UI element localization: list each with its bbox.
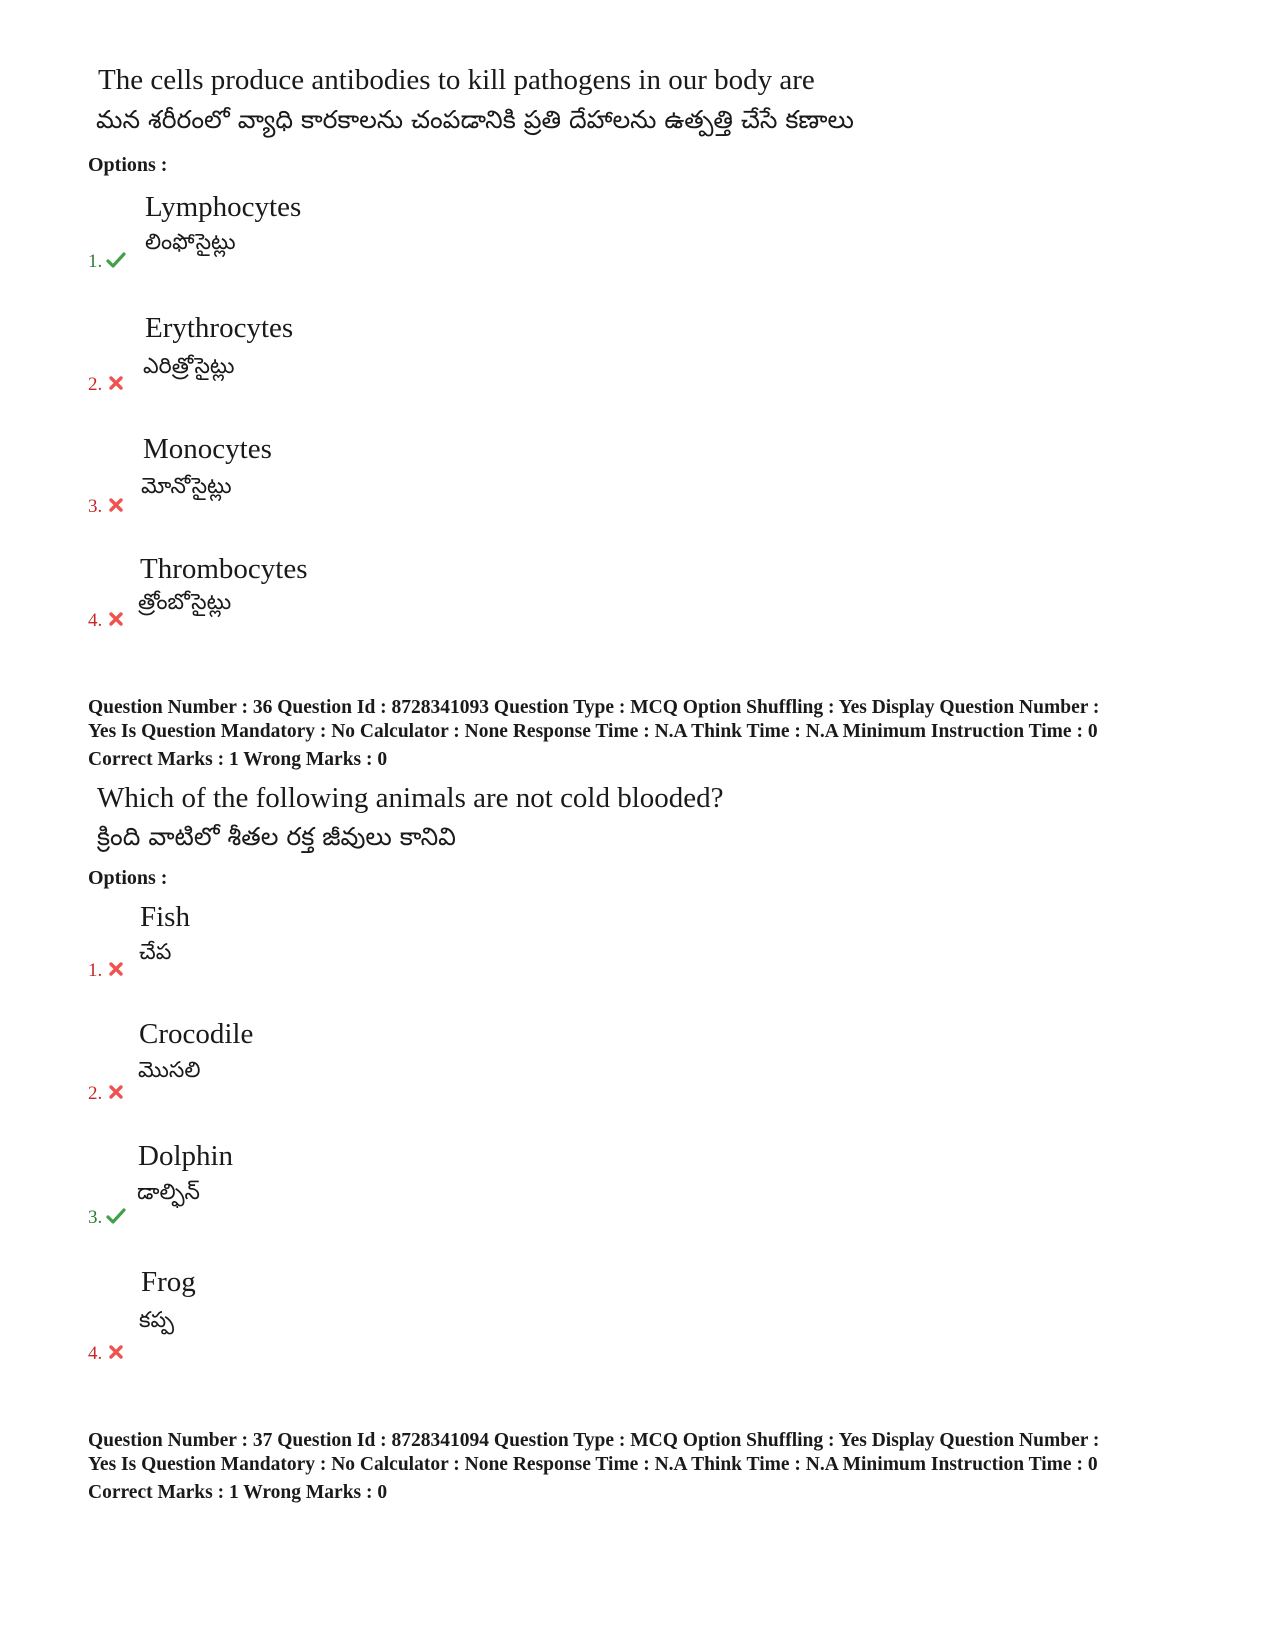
marks-line: Correct Marks : 1 Wrong Marks : 0 [88, 749, 388, 770]
option-4-text-te: కప్ప [139, 1308, 175, 1333]
option-number: 4. [88, 610, 103, 631]
option-1-text-te: లింఫోసైట్లు [145, 230, 236, 255]
option-1-text-en: Lymphocytes [145, 191, 302, 223]
option-number: 2. [88, 374, 103, 395]
marks-line: Correct Marks : 1 Wrong Marks : 0 [88, 1482, 388, 1503]
question-35-text-te: మన శరీరంలో వ్యాధి కారకాలను చంపడానికి ప్రతి దేహాలను ఉత్పత్తి చేసే కణాలు [96, 105, 854, 134]
option-4-text-te: త్రోంబోసైట్లు [138, 590, 232, 615]
option-number: 1. [88, 960, 103, 981]
option-3-text-te: డాల్ఫిన్ [137, 1180, 200, 1205]
option-number: 3. [88, 496, 103, 517]
meta-line: Question Number : 37 Question Id : 8728341094 Question Type : MCQ Option Shuffling : Yes Display Question Number : [88, 1430, 1100, 1451]
cross-icon [106, 497, 126, 513]
option-1-text-en: Fish [140, 901, 190, 933]
option-4-text-en: Thrombocytes [140, 553, 308, 585]
meta-line: Yes Is Question Mandatory : No Calculator : None Response Time : N.A Think Time : N.A Minimum Instruction Time : 0 [88, 1454, 1098, 1475]
question-36-text-en: Which of the following animals are not cold blooded? [97, 782, 724, 814]
option-1-marker [88, 251, 126, 273]
option-number: 1. [88, 251, 103, 272]
question-36-text-te: క్రింది వాటిలో శీతల రక్త జీవులు కానివి [97, 822, 456, 851]
option-4-marker [88, 1343, 126, 1365]
option-2-marker [88, 374, 126, 396]
option-2-text-te: మొసలి [138, 1058, 201, 1083]
question-37-meta [88, 1429, 1198, 1505]
cross-icon [106, 375, 126, 391]
option-2-marker [88, 1083, 126, 1105]
cross-icon [106, 1344, 126, 1360]
cross-icon [106, 611, 126, 627]
option-4-marker [88, 610, 126, 632]
option-2-text-en: Crocodile [139, 1018, 254, 1050]
option-4-text-en: Frog [141, 1266, 196, 1298]
question-35-text-en: The cells produce antibodies to kill pathogens in our body are [98, 64, 815, 96]
meta-line: Question Number : 36 Question Id : 8728341093 Question Type : MCQ Option Shuffling : Yes Display Question Number : [88, 697, 1100, 718]
option-3-marker [88, 496, 126, 518]
cross-icon [106, 1084, 126, 1100]
options-label: Options : [88, 154, 168, 176]
cross-icon [106, 961, 126, 977]
meta-line: Yes Is Question Mandatory : No Calculator : None Response Time : N.A Think Time : N.A Minimum Instruction Time : 0 [88, 721, 1098, 742]
option-3-text-te: మోనోసైట్లు [141, 474, 232, 499]
option-1-text-te: చేప [139, 940, 172, 965]
option-number: 3. [88, 1207, 103, 1228]
check-icon [106, 252, 126, 268]
option-2-text-en: Erythrocytes [145, 312, 294, 344]
options-label: Options : [88, 867, 168, 889]
option-3-text-en: Dolphin [138, 1140, 234, 1172]
check-icon [106, 1208, 126, 1224]
option-1-marker [88, 960, 126, 982]
option-2-text-te: ఎరిత్రోసైట్లు [143, 354, 235, 379]
question-36-meta [88, 696, 1198, 772]
option-number: 2. [88, 1083, 103, 1104]
option-3-text-en: Monocytes [143, 433, 272, 465]
option-3-marker [88, 1207, 126, 1229]
option-number: 4. [88, 1343, 103, 1364]
